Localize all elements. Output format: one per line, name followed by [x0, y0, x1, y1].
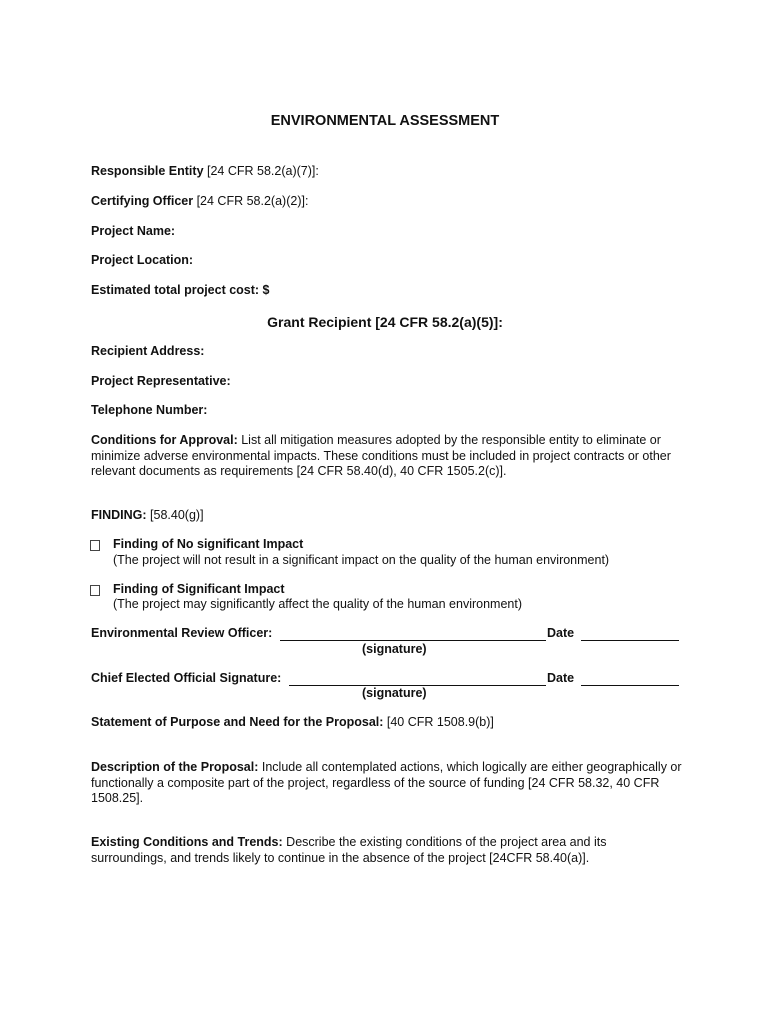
significant-impact-desc: (The project may significantly affect the quality of the human environment) — [113, 597, 523, 611]
finding-label: FINDING: — [91, 508, 147, 522]
existing-label: Existing Conditions and Trends: — [91, 835, 283, 849]
description-text: Include all contemplated actions, which logically are either geographically or functionally a composite part of the project, regardless of the source of funding [24 CFR 58.32, 40 CFR 1508.25]. — [91, 760, 682, 805]
document-title: ENVIRONMENTAL ASSESSMENT — [270, 113, 500, 129]
project-name-label: Project Name: — [91, 224, 176, 238]
conditions-for-approval — [91, 433, 683, 480]
project-representative-label: Project Representative: — [91, 374, 231, 388]
recipient-address-label: Recipient Address: — [91, 344, 205, 358]
conditions-text: List all mitigation measures adopted by the responsible entity to eliminate or minimize adverse environmental impacts. These conditions must be included in project contracts or other relevant documents as requirements [24 CFR 58.40(d), 40 CFR 1505.2(c)]. — [91, 433, 671, 478]
grant-recipient-heading: Grant Recipient [24 CFR 58.2(a)(5)]: — [267, 314, 503, 330]
project-location-label: Project Location: — [91, 253, 194, 267]
purpose-label: Statement of Purpose and Need for the Proposal: — [91, 715, 384, 729]
ceo-signature-caption: (signature) — [362, 686, 427, 700]
existing-text: Describe the existing conditions of the project area and its surroundings, and trends likely to continue in the absence of the project [24CFR 58.40(a)]. — [91, 835, 607, 865]
ceo-date-line[interactable] — [581, 685, 679, 686]
finding-line — [91, 508, 204, 523]
certifying-officer-line — [91, 194, 308, 209]
finding-ref: [58.40(g)] — [146, 508, 204, 522]
description-label: Description of the Proposal: — [91, 760, 259, 774]
certifying-officer-ref: [24 CFR 58.2(a)(2)]: — [193, 194, 309, 208]
ceo-label: Chief Elected Official Signature: — [91, 671, 282, 685]
ero-signature-line[interactable] — [280, 640, 546, 641]
description-of-proposal — [91, 760, 683, 807]
responsible-entity-ref: [24 CFR 58.2(a)(7)]: — [203, 164, 319, 178]
purpose-line — [91, 715, 494, 730]
ero-date-line[interactable] — [581, 640, 679, 641]
certifying-officer-label: Certifying Officer — [91, 194, 194, 208]
ero-signature-caption: (signature) — [362, 642, 427, 656]
purpose-ref: [40 CFR 1508.9(b)] — [383, 715, 494, 729]
ero-label: Environmental Review Officer: — [91, 626, 273, 640]
no-significant-impact-title: Finding of No significant Impact — [113, 537, 304, 551]
significant-impact-checkbox[interactable] — [90, 585, 100, 596]
responsible-entity-line — [91, 164, 319, 179]
no-significant-impact-checkbox[interactable] — [90, 540, 100, 551]
no-significant-impact-desc: (The project will not result in a significant impact on the quality of the human environment) — [113, 553, 610, 567]
ceo-date-label: Date — [547, 671, 575, 685]
ero-date-label: Date — [547, 626, 575, 640]
telephone-number-label: Telephone Number: — [91, 403, 208, 417]
existing-conditions — [91, 835, 683, 866]
responsible-entity-label: Responsible Entity — [91, 164, 204, 178]
significant-impact-title: Finding of Significant Impact — [113, 582, 285, 596]
conditions-label: Conditions for Approval: — [91, 433, 238, 447]
estimated-cost-label: Estimated total project cost: $ — [91, 283, 270, 297]
